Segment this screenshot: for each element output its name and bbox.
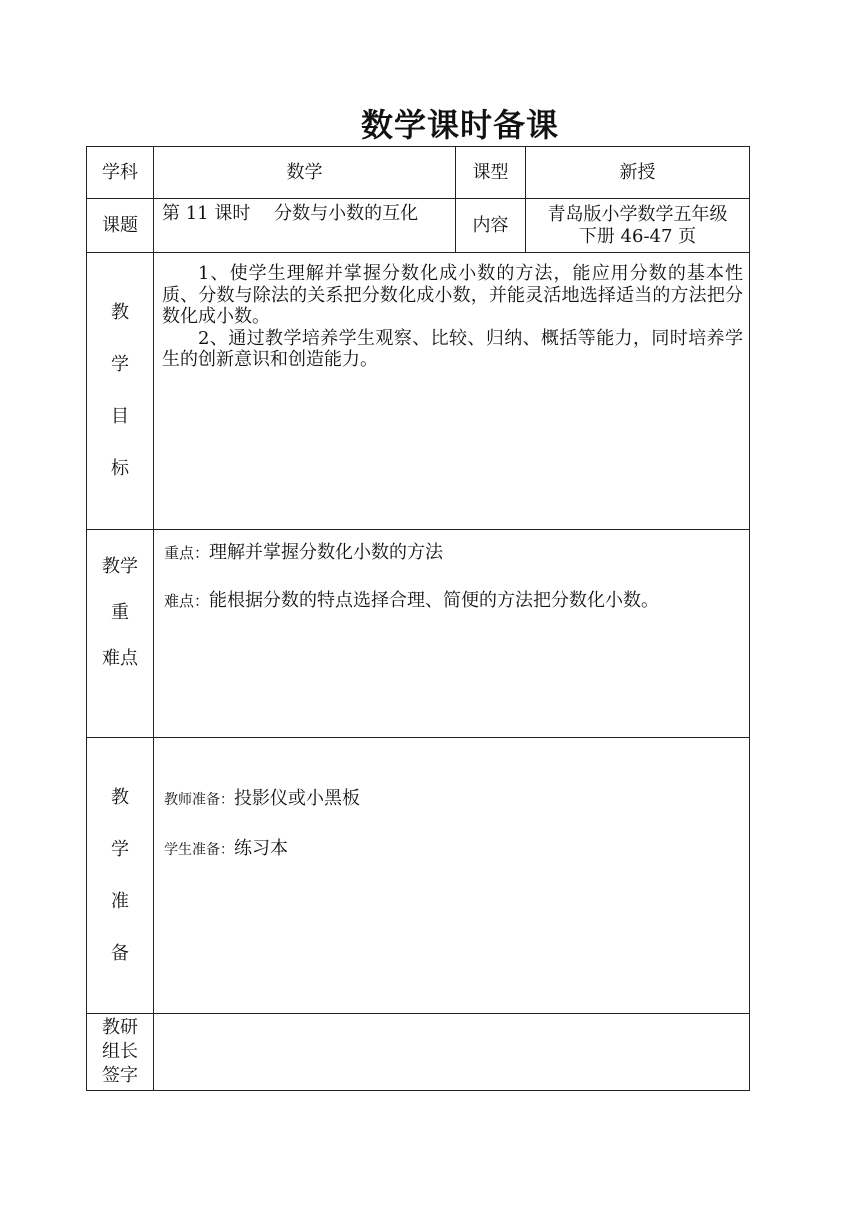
subject-label: 学科 [87,147,154,199]
preparation-label [87,738,154,1014]
signature-row [87,1014,750,1091]
lesson-plan-table [86,146,750,1091]
difficulty-text: 能根据分数的特点选择合理、简便的方法把分数化小数。 [209,589,660,611]
lesson-type-label: 课型 [456,147,526,199]
teacher-prep-line [164,788,741,810]
goal-item: 2、通过教学培养学生观察、比较、归纳、概括等能力，同时培养学生的创新意识和创造能力。 [162,327,743,371]
goals-row [87,253,750,530]
goals-label-char-3: 目 [111,406,129,427]
key-points-label-line-2: 重 [111,602,129,623]
key-points-label-line-1: 教学 [102,556,138,577]
subject-row [87,147,750,199]
student-prep-prefix: 学生准备： [164,841,234,858]
focus-prefix: 重点： [164,544,210,562]
teacher-prep-prefix: 教师准备： [164,792,234,808]
topic-label: 课题 [87,199,154,253]
signature-field[interactable] [154,1014,750,1091]
focus-text: 理解并掌握分数化小数的方法 [209,542,444,563]
goals-label [87,253,154,530]
goals-label-char-2: 学 [111,354,129,375]
focus-line [164,542,741,564]
topic-row [87,199,750,253]
subject-value: 数学 [154,147,456,199]
goal-item: 1、使学生理解并掌握分数化成小数的方法，能应用分数的基本性质、分数与除法的关系把分数化成小数，并能灵活地选择适当的方法把分数化成小数。 [162,263,743,328]
goals-label-char-4: 标 [111,458,129,479]
lesson-type-value: 新授 [526,147,750,199]
topic-value: 第 11 课时 分数与小数的互化 [154,199,456,253]
preparation-label-char-1: 教 [111,786,129,808]
goals-label-char-1: 教 [111,302,129,323]
key-points-label-line-3: 难点 [102,648,138,669]
preparation-content [154,738,750,1014]
content-value [526,199,750,253]
signature-label-line-1: 教研 [102,1017,138,1038]
preparation-label-char-4: 备 [111,942,129,964]
signature-label-line-2: 组长 [102,1041,138,1062]
student-prep-text: 练习本 [234,837,288,859]
difficulty-prefix: 难点： [164,591,210,610]
preparation-row [87,738,750,1014]
content-value-line1: 青岛版小学数学五年级 [547,203,728,225]
signature-label-line-3: 签字 [102,1065,138,1086]
teacher-prep-text: 投影仪或小黑板 [234,788,360,809]
student-prep-line [164,838,741,860]
preparation-label-char-2: 学 [111,838,129,860]
content-value-line2: 下册 46-47 页 [578,225,697,247]
goals-content [154,253,750,530]
difficulty-line [164,590,741,612]
key-points-content [154,530,750,738]
preparation-label-char-3: 准 [111,890,129,912]
key-points-row [87,530,750,738]
signature-label [87,1014,154,1091]
page-title: 数学课时备课 [360,106,559,144]
key-points-label [87,530,154,738]
content-label: 内容 [456,199,526,253]
